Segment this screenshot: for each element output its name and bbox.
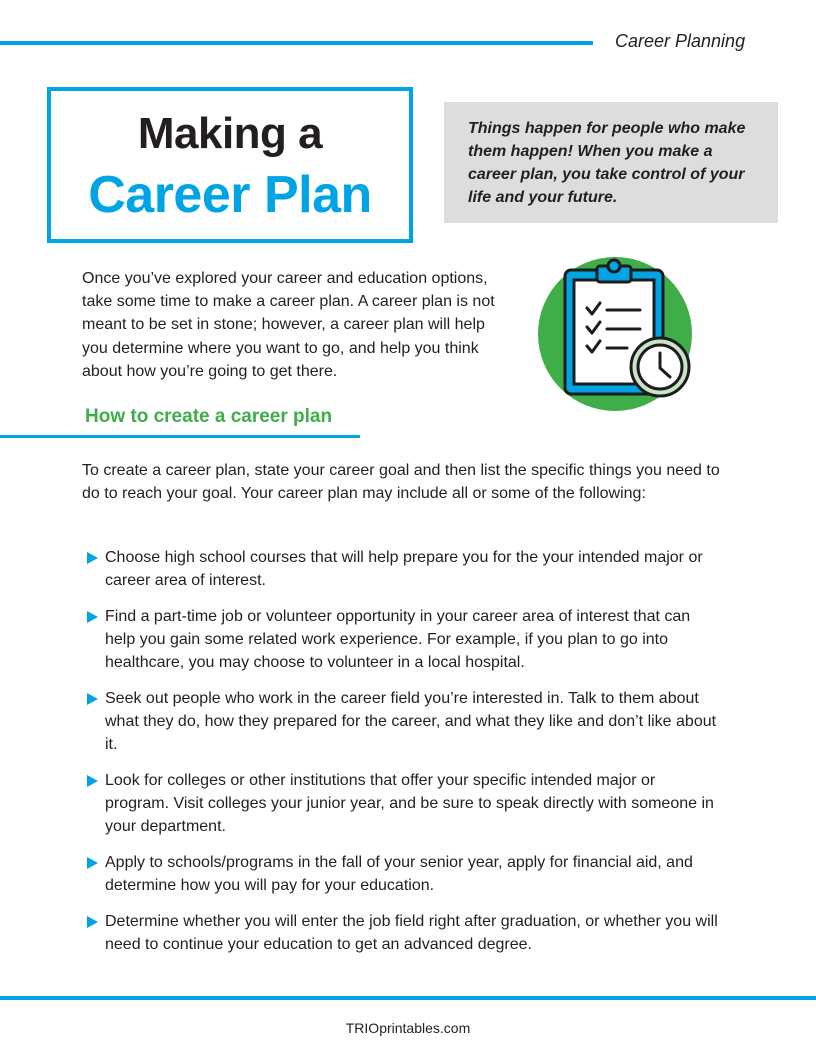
bullet-list xyxy=(82,546,722,968)
triangle-bullet-icon xyxy=(87,857,98,869)
triangle-bullet-icon xyxy=(87,552,98,564)
section-heading: How to create a career plan xyxy=(85,406,333,427)
list-item-text: Choose high school courses that will help prepare you for the your intended major or career area of interest. xyxy=(105,549,703,590)
quote-text: Things happen for people who make them happen! When you make a career plan, you take control of your life and your future. xyxy=(468,120,746,206)
list-item-text: Seek out people who work in the career field you’re interested in. Talk to them about what they do, how they prepared for the career, and what they like and don’t like about it. xyxy=(105,689,717,754)
triangle-bullet-icon xyxy=(87,693,98,705)
list-item xyxy=(82,851,722,897)
triangle-bullet-icon xyxy=(87,611,98,623)
list-item-text: Apply to schools/programs in the fall of your senior year, apply for financial aid, and determine how you will pay for your education. xyxy=(105,853,693,894)
list-item xyxy=(82,546,722,592)
title-box xyxy=(47,87,413,243)
list-item xyxy=(82,605,722,675)
section-heading-rule xyxy=(0,435,360,438)
page-title-line2: Career Plan xyxy=(88,166,372,224)
clipboard-checklist-clock-icon xyxy=(537,256,693,412)
intro-paragraph: Once you’ve explored your career and education options, take some time to make a career plan. A career plan is not meant to be set in stone; however, a career plan will help you determine where you want to go, and help you think about how you’re going to get there. xyxy=(82,270,495,380)
top-rule xyxy=(0,41,593,45)
footer-site: TRIOprintables.com xyxy=(345,1020,471,1036)
page-title-line1: Making a xyxy=(137,109,323,158)
list-item-text: Look for colleges or other institutions that offer your specific intended major or program. Visit colleges your junior year, and be sure to speak directly with someone in your department. xyxy=(105,771,714,836)
list-item-text: Determine whether you will enter the job field right after graduation, or whether you will need to continue your education to get an advanced degree. xyxy=(105,912,718,953)
section-label: Career Planning xyxy=(615,31,746,51)
triangle-bullet-icon xyxy=(87,775,98,787)
section-body: To create a career plan, state your career goal and then list the specific things you need to do to reach your goal. Your career plan may include all or some of the following: xyxy=(82,462,720,503)
triangle-bullet-icon xyxy=(87,916,98,928)
list-item xyxy=(82,687,722,757)
bottom-rule xyxy=(0,996,816,1000)
list-item-text: Find a part-time job or volunteer opportunity in your career area of interest that can help you gain some related work experience. For example, if you plan to go into healthcare, you may choose to volunteer in a local hospital. xyxy=(105,607,691,672)
list-item xyxy=(82,910,722,956)
quote-box xyxy=(444,102,778,223)
list-item xyxy=(82,769,722,839)
